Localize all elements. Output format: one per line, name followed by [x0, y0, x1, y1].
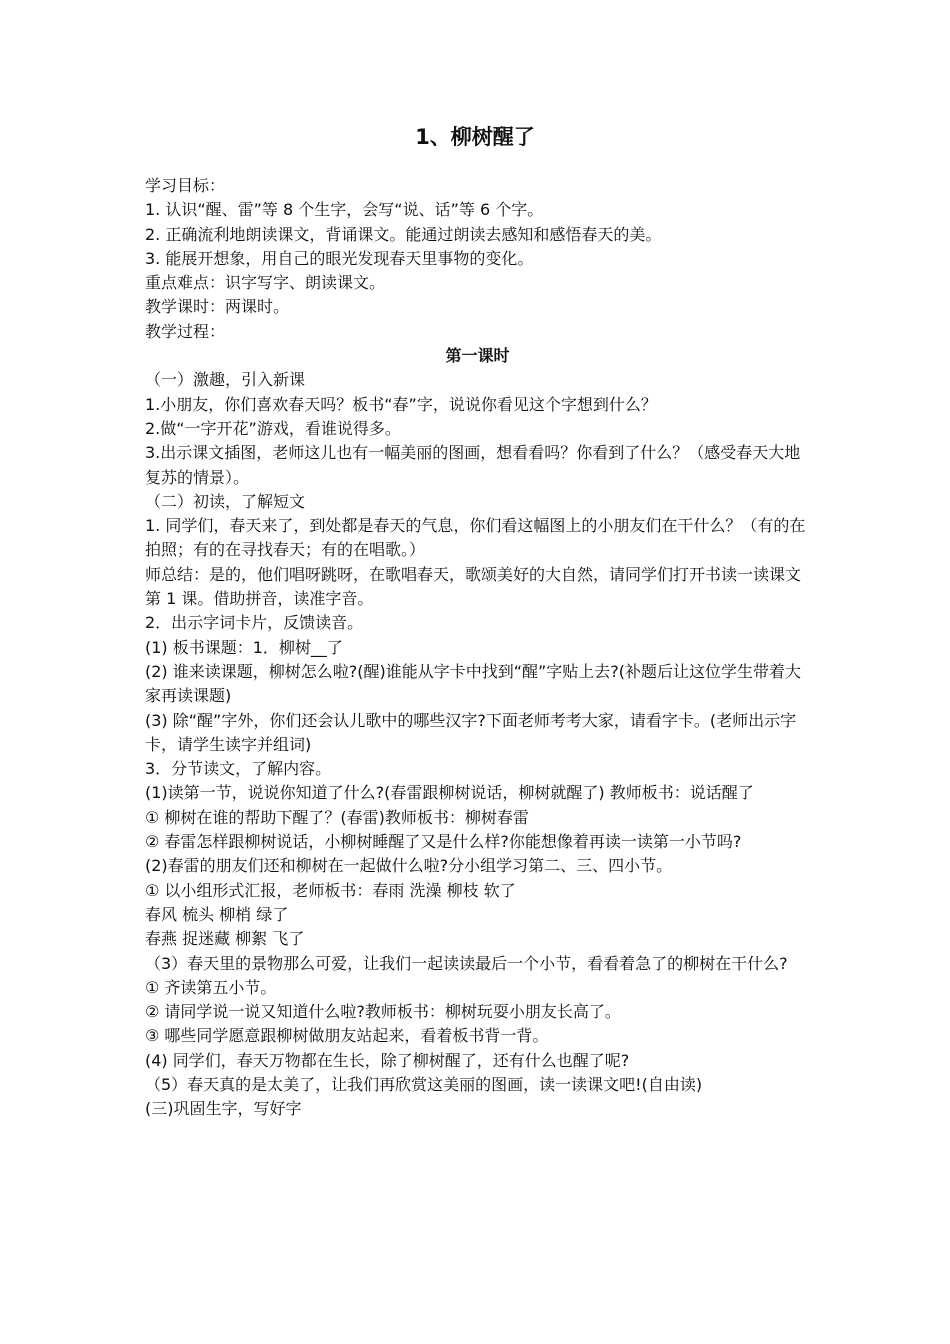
lesson-heading: 第一课时: [445, 346, 510, 366]
paragraph: （5）春天真的是太美了，让我们再欣赏这美丽的图画，读一读课文吧!(自由读): [145, 1074, 703, 1094]
section-heading-objectives: 学习目标：: [145, 176, 226, 195]
section-heading-process: 教学过程：: [145, 321, 226, 341]
paragraph: (4) 同学们，春天万物都在生长，除了柳树醒了，还有什么也醒了呢?: [145, 1050, 630, 1070]
paragraph: 3．分节读文，了解内容。: [145, 759, 332, 779]
part-heading: （一）激趣，引入新课: [145, 370, 306, 390]
key-difficulties: 重点难点：识字写字、朗读课文。: [145, 273, 386, 293]
part-heading: （二）初读，了解短文: [145, 491, 306, 511]
objective-item: 1. 认识“醒、雷”等 8 个生字，会写“说、话”等 6 个字。: [145, 200, 544, 220]
document-body: [145, 174, 810, 1122]
paragraph: 1. 同学们，春天来了，到处都是春天的气息，你们看这幅图上的小朋友们在干什么？（有的在拍照；有的在寻找春天；有的在唱歌。）: [145, 516, 806, 560]
document-title: 1、柳树醒了: [415, 125, 535, 149]
paragraph: 春风 梳头 柳梢 绿了: [145, 904, 289, 924]
paragraph: 师总结：是的，他们唱呀跳呀，在歌唱春天，歌颂美好的大自然，请同学们打开书读一读课文第 1 课。借助拼音，读准字音。: [145, 564, 802, 609]
paragraph: ① 以小组形式汇报，老师板书：春雨 洗澡 柳枝 软了: [145, 880, 516, 900]
part-heading: (三)巩固生字，写好字: [145, 1099, 302, 1119]
paragraph: （3）春天里的景物那么可爱，让我们一起读读最后一个小节，看看着急了的柳树在干什么?: [145, 953, 788, 973]
paragraph: (2)春雷的朋友们还和柳树在一起做什么啦?分小组学习第二、三、四小节。: [145, 856, 673, 876]
objective-item: 3. 能展开想象，用自己的眼光发现春天里事物的变化。: [145, 248, 534, 268]
paragraph: 3.出示课文插图，老师这儿也有一幅美丽的图画，想看看吗？你看到了什么？（感受春天大地复苏的情景）。: [145, 443, 801, 487]
paragraph: ② 春雷怎样跟柳树说话，小柳树睡醒了又是什么样?你能想像着再读一读第一小节吗?: [145, 832, 742, 852]
objective-item: 2. 正确流利地朗读课文，背诵课文。能通过朗读去感知和感悟春天的美。: [145, 224, 662, 244]
paragraph: 春燕 捉迷藏 柳絮 飞了: [145, 929, 305, 949]
paragraph: (1) 板书课题：1．柳树__了: [145, 637, 343, 657]
paragraph: (3) 除“醒”字外，你们还会认儿歌中的哪些汉字?下面老师考考大家，请看字卡。(老师出示字卡，请学生读字并组词): [145, 710, 797, 754]
paragraph: 2．出示字词卡片，反馈读音。: [145, 613, 364, 633]
paragraph: ② 请同学说一说又知道什么啦?教师板书：柳树玩耍小朋友长高了。: [145, 1002, 621, 1022]
teaching-hours: 教学课时：两课时。: [145, 297, 290, 317]
paragraph: (1)读第一节，说说你知道了什么?(春雷跟柳树说话，柳树就醒了) 教师板书：说话醒了: [145, 783, 754, 803]
paragraph: ① 齐读第五小节。: [145, 977, 277, 997]
paragraph: ③ 哪些同学愿意跟柳树做朋友站起来，看着板书背一背。: [145, 1026, 549, 1046]
paragraph: 2.做“一字开花”游戏，看谁说得多。: [145, 418, 401, 438]
paragraph: ① 柳树在谁的帮助下醒了？(春雷)教师板书：柳树春雷: [145, 807, 529, 827]
paragraph: (2) 谁来读课题，柳树怎么啦?(醒)谁能从字卡中找到“醒”字贴上去?(补题后让这位学生带着大家再读课题): [145, 661, 802, 706]
paragraph: 1.小朋友，你们喜欢春天吗？板书“春”字，说说你看见这个字想到什么？: [145, 394, 657, 414]
